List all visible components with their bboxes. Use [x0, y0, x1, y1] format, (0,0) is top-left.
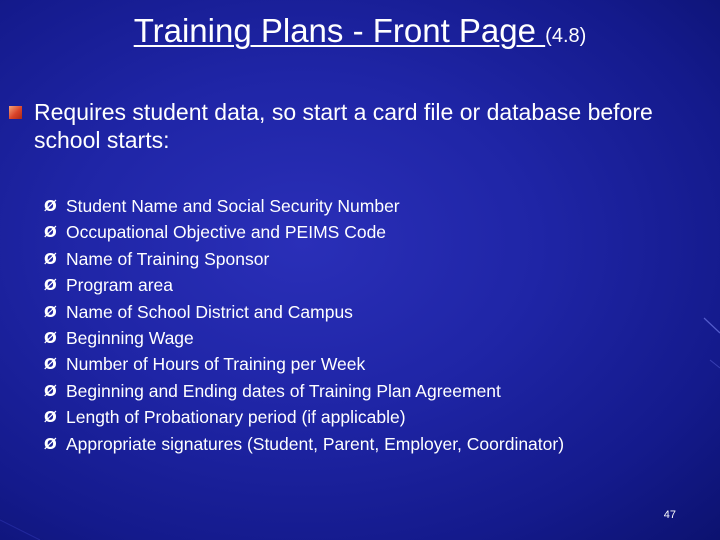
- list-item: [44, 404, 564, 430]
- arrow-bullet-icon: Ø: [44, 381, 57, 400]
- square-bullet-icon: [9, 106, 22, 119]
- list-item-text: Length of Probationary period (if applicable): [66, 407, 406, 428]
- arrow-bullet-icon: Ø: [44, 408, 57, 427]
- list-item: [44, 272, 564, 298]
- title-section-ref: (4.8): [545, 25, 587, 47]
- list-item: [44, 325, 564, 351]
- list-item-text: Occupational Objective and PEIMS Code: [66, 222, 387, 243]
- list-item: [44, 299, 564, 325]
- list-item: [44, 219, 564, 245]
- list-item: [44, 431, 564, 457]
- slide-title: [0, 12, 720, 50]
- arrow-bullet-icon: Ø: [44, 355, 57, 374]
- list-item-text: Number of Hours of Training per Week: [66, 354, 366, 375]
- slide-page-number: 47: [663, 509, 676, 521]
- list-item-text: Program area: [66, 275, 173, 296]
- list-item: [44, 351, 564, 377]
- list-item-text: Name of Training Sponsor: [66, 248, 270, 269]
- arrow-bullet-icon: Ø: [44, 328, 57, 347]
- list-item-text: Name of School District and Campus: [66, 301, 353, 322]
- list-item: [44, 378, 564, 404]
- arrow-bullet-icon: Ø: [44, 223, 57, 242]
- list-item-text: Appropriate signatures (Student, Parent, Employer, Coordinator): [66, 433, 565, 454]
- arrow-bullet-icon: Ø: [44, 302, 57, 321]
- intro-paragraph: Requires student data, so start a card file or database before school starts:: [34, 99, 653, 153]
- list-item: [44, 246, 564, 272]
- arrow-bullet-icon: Ø: [44, 434, 57, 453]
- arrow-bullet-icon: Ø: [44, 197, 57, 215]
- title-text: Training Plans - Front Page: [133, 12, 536, 49]
- list-item-text: Beginning Wage: [66, 327, 194, 348]
- arrow-bullet-icon: Ø: [44, 276, 57, 295]
- list-item: [44, 193, 564, 219]
- list-item-text: Student Name and Social Security Number: [66, 196, 400, 216]
- arrow-bullet-icon: Ø: [44, 249, 57, 268]
- requirements-list: [44, 193, 564, 457]
- list-item-text: Beginning and Ending dates of Training Plan Agreement: [66, 380, 501, 401]
